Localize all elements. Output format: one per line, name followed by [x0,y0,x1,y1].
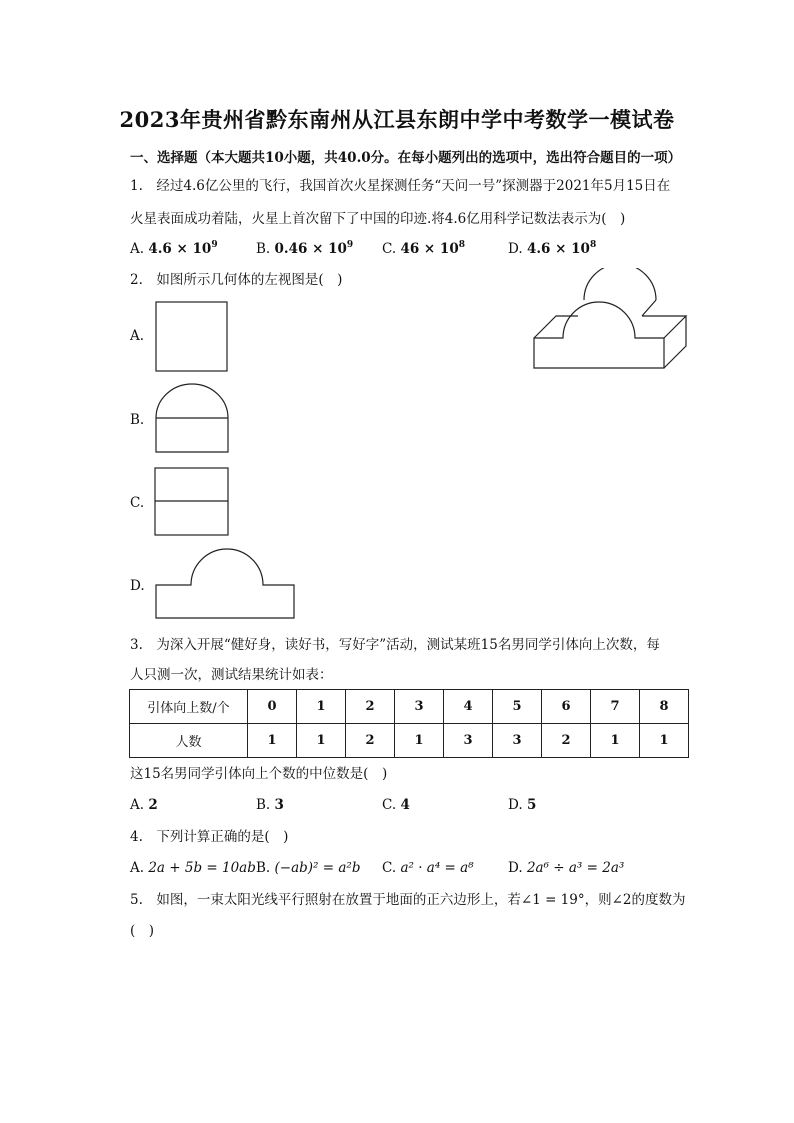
table-cell: 3 [395,690,444,724]
q1-line2: 火星表面成功着陆，火星上首次留下了中国的印迹.将4.6亿用科学记数法表示为( ) [130,211,626,227]
section-heading: 一、选择题（本大题共10小题，共40.0分。在每小题列出的选项中，选出符合题目的一项） [130,150,682,166]
option-coef: 4.6 × 10 [148,241,212,257]
option-value: 5 [526,797,537,813]
q4-option-d [508,859,624,877]
q3-option-c [382,796,410,814]
q1-option-d [508,240,596,258]
table-cell: 1 [591,724,640,758]
option-letter: A. [130,241,145,257]
option-letter: C. [382,241,397,257]
table-header-cell: 引体向上数/个 [130,690,248,724]
back-arc [584,268,656,300]
q3-option-b [256,796,284,814]
table-cell: 1 [395,724,444,758]
table-cell: 2 [346,724,395,758]
table-cell: 8 [640,690,689,724]
option-exp: 9 [211,240,218,250]
table-row [130,690,689,724]
option-coef: 4.6 × 10 [526,241,590,257]
table-cell: 7 [591,690,640,724]
q2-option-c-label: C. [130,495,145,511]
option-coef: 46 × 10 [400,241,459,257]
q5-line1: 5. 如图，一束太阳光线平行照射在放置于地面的正六边形上，若∠1 = 19°，则∠2的度数为 [130,892,686,908]
option-value: 4 [400,797,410,813]
q2-option-c-figure [154,467,230,537]
q3-line2: 人只测一次，测试结果统计如表： [130,667,333,683]
option-letter: D. [508,860,523,876]
q1-option-b [256,240,353,258]
option-expr: 2a⁶ ÷ a³ = 2a³ [526,860,625,876]
table-row [130,724,689,758]
q3-option-a [130,796,158,814]
table-cell: 3 [493,724,542,758]
q1-option-a [130,240,218,258]
q1-option-c [382,240,465,258]
table-cell: 6 [542,690,591,724]
top-right-face [642,316,686,338]
option-letter: B. [256,860,271,876]
back-right-edge [642,300,656,316]
front-face [534,302,664,368]
option-letter: C. [382,797,397,813]
option-letter: D. [508,797,523,813]
q2-text: 2. 如图所示几何体的左视图是( ) [130,272,343,288]
table-cell: 1 [640,724,689,758]
q4-text: 4. 下列计算正确的是( ) [130,829,289,845]
table-cell: 0 [248,690,297,724]
q2-option-d-label: D. [130,578,145,594]
table-header-cell: 人数 [130,724,248,758]
table-cell: 1 [248,724,297,758]
option-letter: A. [130,860,145,876]
q5-line2: ( ) [130,923,155,939]
q4-option-c [382,859,474,877]
table-cell: 5 [493,690,542,724]
option-expr: 2a + 5b = 10ab [148,860,256,876]
option-letter: B. [256,241,271,257]
top-left-face [534,316,578,338]
q2-option-b-label: B. [130,412,145,428]
table-cell: 1 [297,690,346,724]
q2-solid-figure [528,268,693,370]
q2-option-b-figure [154,382,232,454]
table-cell: 3 [444,724,493,758]
table-cell: 1 [297,724,346,758]
q3-line1: 3. 为深入开展“健好身，读好书，写好字”活动，测试某班15名男同学引体向上次数，每 [130,637,660,653]
q3-stat-table [129,689,689,758]
q4-option-b [256,859,360,877]
page-title: 2023年贵州省黔东南州从江县东朗中学中考数学一模试卷 [119,107,675,132]
option-exp: 8 [589,240,597,250]
option-expr: (−ab)² = a²b [274,860,361,876]
q3-question: 这15名男同学引体向上个数的中位数是( ) [130,766,388,782]
table-cell: 2 [542,724,591,758]
q3-option-d [508,796,536,814]
option-letter: D. [508,241,523,257]
q2-option-a-label: A. [130,328,145,344]
option-letter: A. [130,797,145,813]
right-side-face [664,316,686,368]
table-cell: 2 [346,690,395,724]
option-coef: 0.46 × 10 [274,241,347,257]
option-exp: 9 [346,240,354,250]
q1-line1: 1. 经过4.6亿公里的飞行，我国首次火星探测任务“天问一号”探测器于2021年5月15日在 [130,178,671,194]
option-letter: C. [382,860,397,876]
table-cell: 4 [444,690,493,724]
option-expr: a² · a⁴ = a⁸ [400,860,474,876]
option-exp: 8 [458,240,465,250]
option-value: 2 [148,797,158,813]
q4-option-a [130,859,256,877]
option-letter: B. [256,797,271,813]
q2-option-d-figure [154,548,298,620]
q2-option-a-figure [155,301,229,373]
option-value: 3 [274,797,284,813]
